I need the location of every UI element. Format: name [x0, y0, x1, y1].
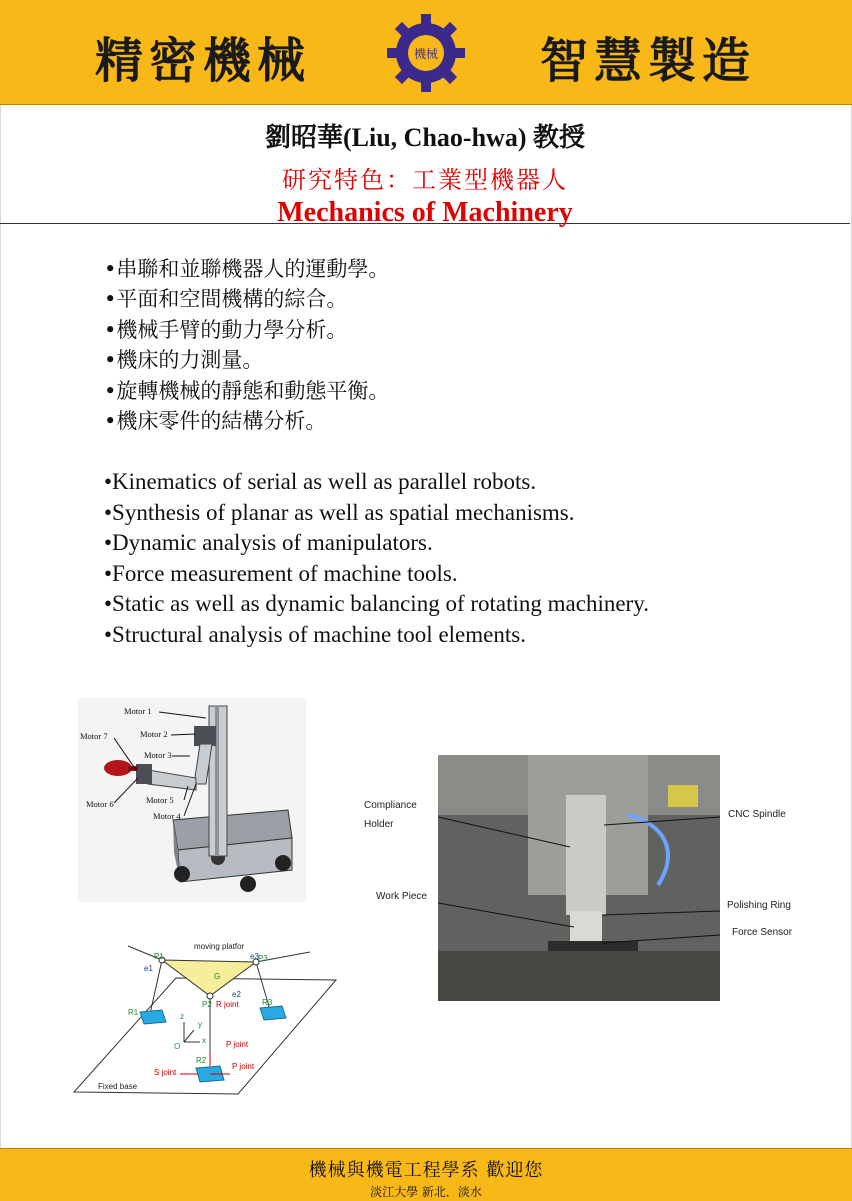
work-piece-label: Work Piece: [376, 891, 427, 902]
list-item: •Kinematics of serial as well as parallel robots.: [104, 469, 537, 494]
r3-label: R3: [262, 998, 273, 1007]
cnc-spindle-label: CNC Spindle: [728, 809, 786, 820]
motor-4-label: Motor 4: [153, 811, 181, 821]
research-list-en: [104, 467, 649, 651]
header-right-title: 智慧製造: [540, 33, 757, 89]
header-left-title: 精密機械: [95, 33, 312, 89]
r2-label: R2: [196, 1056, 207, 1065]
motor-1-label: Motor 1: [124, 706, 152, 716]
p3-label: P3: [258, 954, 268, 963]
footer-welcome: 機械與機電工程學系 歡迎您: [308, 1160, 544, 1181]
title-block: [0, 105, 850, 228]
list-item: •旋轉機械的靜態和動態平衡。: [104, 378, 390, 403]
p2-label: P2: [202, 1000, 212, 1009]
list-item: •Structural analysis of machine tool elements.: [104, 621, 526, 647]
parallel-robot-drawing: [70, 938, 340, 1098]
compliance-label-line2: Holder: [364, 819, 394, 830]
professor-name: 劉昭華(Liu, Chao-hwa) 教授: [265, 123, 585, 152]
research-title-en: Mechanics of Machinery: [277, 197, 573, 228]
list-item: •機械手臂的動力學分析。: [104, 317, 348, 342]
motor-2-label: Motor 2: [140, 729, 168, 739]
e3-label: e3: [250, 952, 259, 961]
research-list-zh: [104, 254, 389, 436]
motor-6-label: Motor 6: [86, 799, 114, 809]
moving-platform-label: moving platfor: [194, 942, 245, 951]
e1-label: e1: [144, 964, 153, 973]
p-joint-label-2: P joint: [232, 1062, 255, 1071]
research-title-zh: 研究特色：工業型機器人: [282, 166, 568, 194]
list-item: •Dynamic analysis of manipulators.: [104, 530, 433, 556]
parallel-robot-diagram: [70, 938, 340, 1098]
list-item: •串聯和並聯機器人的運動學。: [104, 257, 390, 281]
x-axis-label: x: [202, 1036, 206, 1045]
list-item: •機床零件的結構分析。: [104, 409, 327, 434]
motor-3-label: Motor 3: [144, 750, 172, 760]
s-joint-label: S joint: [154, 1068, 177, 1077]
r-joint-label: R joint: [216, 1000, 239, 1009]
compliance-label-line1: Compliance: [364, 800, 417, 811]
r1-label: R1: [128, 1008, 139, 1017]
g-label: G: [214, 972, 221, 981]
logo-text: 機械: [413, 47, 439, 61]
list-item: •Synthesis of planar as well as spatial mechanisms.: [104, 499, 575, 525]
footer-band: [0, 1148, 852, 1201]
footer-location: 淡江大學 新北．淡水: [370, 1185, 482, 1199]
e2-label: e2: [232, 990, 241, 999]
machine-photo-drawing: [438, 755, 720, 1001]
p-joint-label-1: P joint: [226, 1040, 249, 1049]
origin-label: O: [174, 1042, 181, 1051]
list-item: •平面和空間機構的綜合。: [104, 287, 348, 312]
fixed-base-label: Fixed base: [98, 1082, 138, 1091]
p1-label: P1: [154, 952, 164, 961]
header-band: [0, 0, 852, 105]
y-axis-label: y: [198, 1020, 202, 1029]
z-axis-label: z: [180, 1012, 184, 1021]
serial-robot-figure: [78, 698, 306, 902]
polishing-machine-photo: [438, 755, 720, 1001]
force-sensor-label: Force Sensor: [732, 927, 793, 938]
list-item: •Force measurement of machine tools.: [104, 560, 458, 586]
department-logo: [383, 10, 469, 96]
list-item: •機床的力測量。: [104, 348, 264, 373]
motor-5-label: Motor 5: [146, 795, 174, 805]
list-item: •Static as well as dynamic balancing of rotating machinery.: [104, 591, 649, 617]
motor-7-label: Motor 7: [80, 731, 108, 741]
polishing-ring-label: Polishing Ring: [727, 900, 791, 911]
